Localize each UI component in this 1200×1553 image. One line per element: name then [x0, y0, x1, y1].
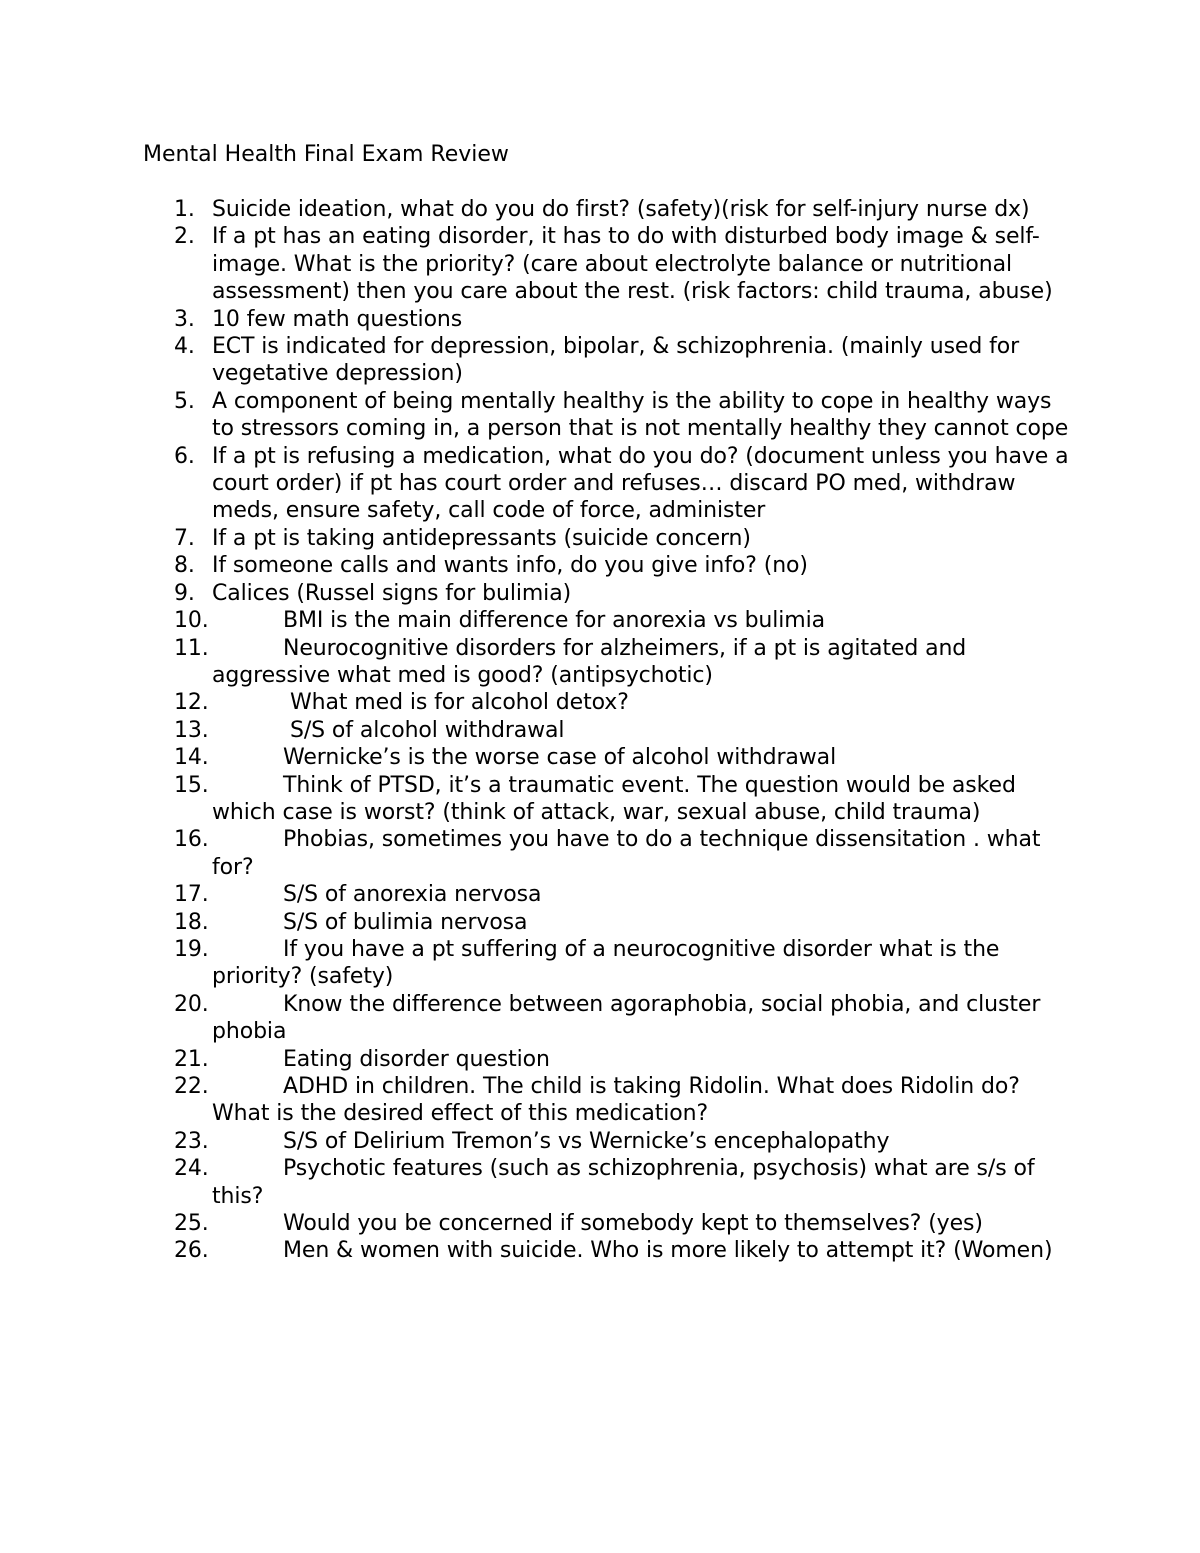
item-text: Wernicke’s is the worse case of alcohol withdrawal	[283, 745, 837, 771]
item-text: Suicide ideation, what do you do first? (safety)(risk for self-injury nurse dx)	[212, 197, 1030, 222]
list-item	[0, 936, 1072, 991]
list-item	[0, 991, 1072, 1046]
item-text: S/S of alcohol withdrawal	[290, 717, 565, 743]
list-item	[0, 1073, 1072, 1128]
item-number: 9.	[174, 580, 195, 606]
item-text: Know the difference between agoraphobia, social phobia, and cluster phobia	[212, 991, 1041, 1045]
item-number: 3.	[174, 306, 195, 332]
question-list	[0, 196, 1200, 1265]
list-item	[0, 772, 1072, 827]
item-text: Calices (Russel signs for bulimia)	[212, 580, 572, 606]
list-item	[0, 881, 1072, 908]
list-item	[0, 196, 1072, 223]
item-number: 25.	[174, 1211, 209, 1237]
item-text: Think of PTSD, it’s a traumatic event. The question would be asked which case is worst? (think of attack, war, sexual abuse, child trauma)	[212, 772, 1016, 825]
item-number: 6.	[174, 443, 195, 469]
item-text: Eating disorder question	[283, 1046, 550, 1072]
item-text: S/S of bulimia nervosa	[283, 909, 528, 935]
list-item	[0, 635, 1072, 690]
list-item	[0, 1155, 1072, 1210]
list-item	[0, 1128, 1072, 1155]
list-item	[0, 552, 1072, 579]
list-item	[0, 717, 1072, 744]
item-text: If a pt is taking antidepressants (suicide concern)	[212, 525, 751, 551]
item-number: 17.	[174, 882, 209, 908]
item-number: 10.	[174, 608, 209, 634]
item-number: 14.	[174, 745, 209, 771]
item-number: 22.	[174, 1074, 209, 1099]
item-number: 12.	[174, 690, 209, 716]
item-number: 1.	[174, 197, 195, 222]
item-number: 26.	[174, 1238, 209, 1264]
list-item	[0, 1210, 1072, 1237]
item-number: 16.	[174, 827, 209, 853]
item-text: What med is for alcohol detox?	[290, 690, 629, 716]
list-item	[0, 607, 1072, 634]
item-number: 18.	[174, 909, 209, 935]
list-item	[0, 388, 1072, 443]
list-item	[0, 525, 1072, 552]
item-text: Neurocognitive disorders for alzheimers, if a pt is agitated and aggressive what med is good? (antipsychotic)	[212, 635, 967, 688]
item-number: 7.	[174, 525, 195, 551]
item-text: If a pt is refusing a medication, what do you do? (document unless you have a court order) if pt has court order and refuses… discard PO med, withdraw meds, ensure safety, call code of force, administer	[212, 443, 1069, 524]
list-item	[0, 744, 1072, 771]
item-text: If a pt has an eating disorder, it has to do with disturbed body image & self-image. What is the priority? (care about electrolyte balance or nutritional assessment) then you care about the rest. (risk factors: child trauma, abuse)	[212, 224, 1053, 305]
item-text: If someone calls and wants info, do you give info? (no)	[212, 553, 808, 579]
item-number: 15.	[174, 772, 209, 798]
list-item	[0, 333, 1072, 388]
list-item	[0, 443, 1072, 525]
item-number: 4.	[174, 334, 195, 360]
item-number: 5.	[174, 388, 195, 414]
document-title: Mental Health Final Exam Review	[143, 142, 509, 167]
item-text: ECT is indicated for depression, bipolar, & schizophrenia. (mainly used for vegetative depression)	[212, 334, 1020, 387]
item-number: 2.	[174, 224, 195, 250]
item-number: 21.	[174, 1046, 209, 1072]
item-text: ADHD in children. The child is taking Ridolin. What does Ridolin do? What is the desired effect of this medication?	[212, 1074, 1020, 1127]
item-text: 10 few math questions	[212, 306, 463, 332]
item-text: A component of being mentally healthy is the ability to cope in healthy ways to stressors coming in, a person that is not mentally healthy they cannot cope	[212, 388, 1069, 442]
list-item	[0, 689, 1072, 716]
list-item	[0, 223, 1072, 305]
item-number: 19.	[174, 936, 209, 962]
item-number: 23.	[174, 1128, 209, 1154]
item-number: 20.	[174, 991, 209, 1017]
list-item	[0, 1237, 1072, 1264]
item-text: Phobias, sometimes you have to do a technique dissensitation . what for?	[212, 827, 1041, 880]
item-number: 24.	[174, 1156, 209, 1182]
item-text: BMI is the main difference for anorexia vs bulimia	[283, 608, 826, 634]
list-item	[0, 826, 1072, 881]
item-text: If you have a pt suffering of a neurocognitive disorder what is the priority? (safety)	[212, 936, 1000, 990]
item-number: 13.	[174, 717, 209, 743]
list-item	[0, 1046, 1072, 1073]
item-text: Psychotic features (such as schizophrenia, psychosis) what are s/s of this?	[212, 1156, 1035, 1209]
item-number: 11.	[174, 635, 209, 661]
list-item	[0, 306, 1072, 333]
item-text: S/S of anorexia nervosa	[283, 882, 542, 908]
item-text: Men & women with suicide. Who is more likely to attempt it? (Women)	[283, 1238, 1053, 1264]
list-item	[0, 909, 1072, 936]
item-number: 8.	[174, 553, 195, 579]
list-item	[0, 580, 1072, 607]
item-text: S/S of Delirium Tremon’s vs Wernicke’s encephalopathy	[283, 1128, 890, 1154]
item-text: Would you be concerned if somebody kept to themselves? (yes)	[283, 1211, 983, 1237]
